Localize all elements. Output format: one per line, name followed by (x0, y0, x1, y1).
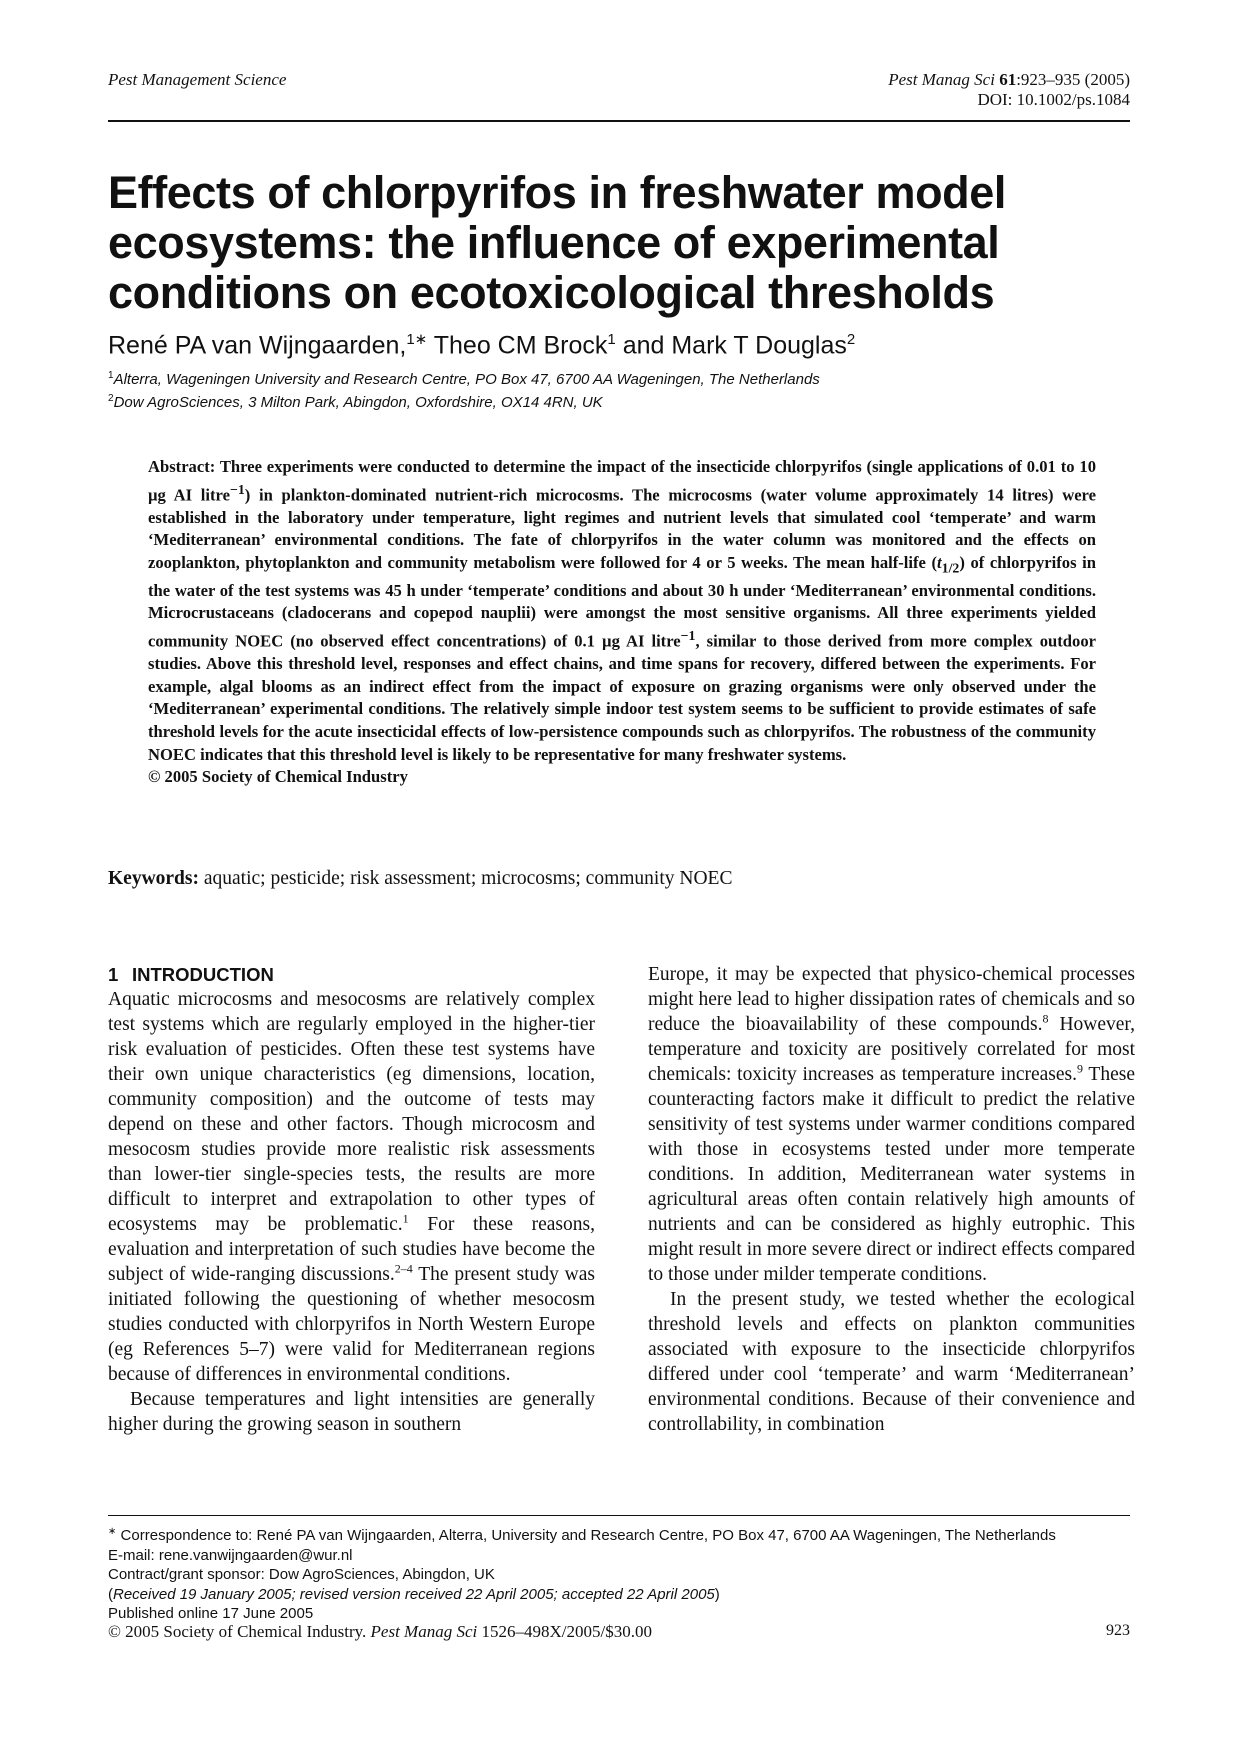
received-dates: (Received 19 January 2005; revised version received 22 April 2005; accepted 22 April 2005) (108, 1585, 720, 1603)
email: E-mail: rene.vanwijngaarden@wur.nl (108, 1546, 353, 1564)
footnotes (108, 1522, 1130, 1624)
section-heading: 1 INTRODUCTION (108, 964, 274, 985)
keywords: Keywords: aquatic; pesticide; risk assessment; microcosms; community NOEC (108, 868, 733, 889)
author-list: René PA van Wijngaarden,$^{1∗}$ Theo CM Brock$^1$ and Mark T Douglas$^2$ (108, 331, 856, 360)
grant-sponsor: Contract/grant sponsor: Dow AgroSciences, Abingdon, UK (108, 1566, 495, 1583)
intro-paragraph-1: Aquatic microcosms and mesocosms are relatively complex test systems which are regularly employed in the higher-tier risk evaluation of pesticides. Often these test systems have their own unique characteristics (eg dimensions, location, community composition) and the outcome of tests may depend on these and other factors. Though microcosm and mesocosm studies provide more realistic risk assessments than lower-tier single-species tests, the results are more difficult to interpret and extrapolation to other types of ecosystems may be problematic.$^1$ For these reasons, evaluation and interpretation of such studies have become the subject of wide-ranging discussions.$^{2-4}$ The present study was initiated following the questioning of whether mesocosm studies conducted with chlorpyrifos in North Western Europe (eg References 5–7) were valid for Mediterranean regions because of differences in environmental conditions. (108, 989, 596, 1385)
page-number: 923 (1106, 1622, 1130, 1639)
correspondence: ∗ Correspondence to: René PA van Wijngaarden, Alterra, University and Research Centre, PO Box 47, 6700 AA Wageningen, The Netherlands (108, 1526, 1056, 1544)
doi: DOI: 10.1002/ps.1084 (977, 90, 1130, 109)
intro-column-right (648, 962, 1135, 1437)
affiliation-1: $^1$Alterra, Wageningen University and Research Centre, PO Box 47, 6700 AA Wageningen, The Netherlands (108, 370, 820, 388)
header-rule (108, 120, 1130, 122)
abstract: Abstract: Three experiments were conducted to determine the impact of the insecticide chlorpyrifos (single applications of 0.01 to 10 µg AI litre$^{-1}$) in plankton-dominated nutrient-rich microcosms. The microcosms (water volume approximately 14 litres) were established in the laboratory under temperature, light regimes and nutrient levels that simulated cool ‘temperate’ and warm ‘Mediterranean’ environmental conditions. The fate of chlorpyrifos in the water column was monitored and the effects on zooplankton, phytoplankton and community metabolism were followed for 4 or 5 weeks. The mean half-life $(t_{1/2})$ of chlorpyrifos in the water of the test systems was 45 h under ‘temperate’ conditions and about 30 h under ‘Mediterranean’ environmental conditions. Microcrustaceans (cladocerans and copepod nauplii) were amongst the most sensitive organisms. All three experiments yielded community NOEC (no observed effect concentrations) of 0.1 µg AI litre$^{-1}$, similar to those derived from more complex outdoor studies. Above this threshold level, responses and effect chains, and time spans for recovery, differed between the experiments. For example, algal blooms as an indirect effect from the impact of exposure on grazing organisms were only observed under the ‘Mediterranean’ experimental conditions. The relatively simple indoor test system seems to be sufficient to provide estimates of safe threshold levels for the acute insecticidal effects of low-persistence compounds such as chlorpyrifos. The robustness of the community NOEC indicates that this threshold level is likely to be representative for many freshwater systems. © 2005 Society of Chemical Industry (148, 456, 1096, 789)
published-date: Published online 17 June 2005 (108, 1605, 314, 1622)
page-footer: © 2005 Society of Chemical Industry. Pest Manag Sci 1526–498X/2005/$30.00 923 (108, 1622, 1130, 1641)
abstract-copyright: © 2005 Society of Chemical Industry (148, 767, 408, 787)
article-title: Effects of chlorpyrifos in freshwater model ecosystems: the influence of experimental conditions on ecotoxicological thresholds (108, 167, 1006, 318)
citation-block (888, 70, 1130, 110)
affiliation-2: $^2$Dow AgroSciences, 3 Milton Park, Abingdon, Oxfordshire, OX14 4RN, UK (108, 393, 603, 411)
journal-name: Pest Management Science (108, 70, 287, 89)
intro-column-left (108, 962, 595, 1437)
intro-paragraph-3: Europe, it may be expected that physico-chemical processes might here lead to higher dissipation rates of chemicals and so reduce the bioavailability of these compounds.$^8$ However, temperature and toxicity are positively correlated for most chemicals: toxicity increases as temperature increases.$^9$ These counteracting factors make it difficult to predict the relative sensitivity of test systems under warmer conditions compared with those in ecosystems tested under more temperate conditions. In addition, Mediterranean water systems in agricultural areas often contain relatively high amounts of nutrients and can be considered as highly eutrophic. This might result in more severe direct or indirect effects compared to those under milder temperate conditions. (648, 964, 1135, 1285)
intro-paragraph-2: Because temperatures and light intensities are generally higher during the growing season in southern (108, 1389, 595, 1435)
footnote-rule (108, 1515, 1130, 1516)
intro-paragraph-4: In the present study, we tested whether the ecological threshold levels and effects on plankton communities associated with exposure to the insecticide chlorpyrifos differed under cool ‘temperate’ and warm ‘Mediterranean’ environmental conditions. Because of their convenience and controllability, in combination (648, 1289, 1135, 1435)
citation: Pest Manag Sci 61:923–935 (2005) (888, 70, 1130, 89)
